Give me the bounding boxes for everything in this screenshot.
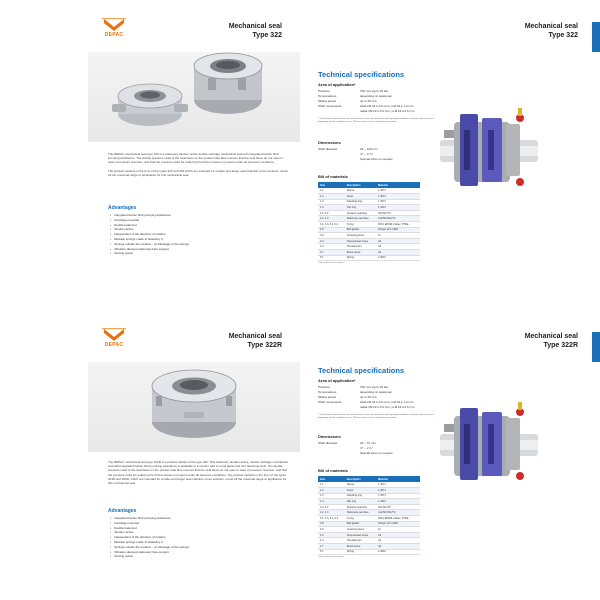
table-cell: 1.1 (318, 188, 345, 194)
mechanical-seal-322r-photo (88, 362, 300, 452)
table-cell: Cover (345, 194, 376, 200)
brochure-left-page (0, 0, 300, 270)
bill-of-materials-heading: Bill of materials (318, 174, 348, 179)
spec-row: radial ±M 22 ≤ 0.4 mm | ≥ Ø 24 ≤ 0.5 mm (360, 405, 415, 409)
table-cell: 1.5, 3.2 (318, 504, 345, 510)
spec-row: Temperatures depending on elastomer (318, 390, 393, 394)
spec-row: Shaft diameter 24 – 100 mm (318, 147, 378, 151)
list-item: • Tandem active (110, 530, 280, 535)
advantages-heading: Advantages (108, 205, 137, 211)
table-cell: 4.3 (318, 238, 345, 244)
brochure-left-page (0, 310, 300, 580)
page-title: Mechanical seal Type 322R (524, 333, 578, 349)
mechanical-seal-322-photo (88, 52, 300, 142)
spec-row: Sliding speed up to 25 m/s (318, 99, 377, 103)
list-item: • Double balanced (110, 526, 280, 531)
spec-row: Special sizes on request (360, 157, 393, 161)
table-cell: 5.1 (318, 549, 345, 555)
list-item: • Double balanced (110, 223, 280, 228)
table-cell: Centering piece (345, 527, 376, 533)
table-cell: Centering piece (345, 233, 376, 239)
table-cell: 3.1, 3.3, 3.4, 4.4 (318, 516, 345, 522)
table-cell: 4.8 (318, 521, 345, 527)
table-cell: Adjusting ring (345, 493, 376, 499)
table-cell: 4.8 (318, 227, 345, 233)
seal-cross-section-icon (434, 100, 544, 200)
table-cell: 1.1 (318, 482, 345, 488)
table-cell: Threaded pin (345, 538, 376, 544)
seal-sectional-illustration (434, 394, 544, 494)
page-title: Mechanical seal Type 322 (524, 23, 578, 39)
table-cell: Sleeve (345, 482, 376, 488)
table-cell: Al (376, 527, 420, 533)
advantages-list (110, 516, 280, 559)
list-item: • Modular springs made of Hastelloy C (110, 237, 280, 242)
spec-row: Special sizes on request (360, 451, 393, 455)
dimensions-heading: Dimensions (318, 140, 341, 145)
table-cell: 1.4571 (376, 199, 420, 205)
table-cell: O-ring (345, 516, 376, 522)
spec-footnote: * The technical specifications for the parameters given are based on ideal operating conditions and may vary from these depending on the conditions of use. Please contact us for a detailed assessment. (318, 414, 434, 419)
table-cell: Adjusting ring (345, 199, 376, 205)
depac-chevron-icon (94, 18, 134, 32)
table-cell: 5.1 (318, 255, 345, 261)
list-item: • Independent of the direction of rotation (110, 535, 280, 540)
table-cell: Bolt gasket (345, 521, 376, 527)
table-cell: 4.9 (318, 233, 345, 239)
list-item: • Integrated barrier fluid pumping assistance (110, 213, 280, 218)
table-cell: 4.9 (318, 527, 345, 533)
table-cell: Brass screw (345, 544, 376, 550)
brochure-right-page (300, 310, 600, 580)
list-item: • Tandem active (110, 227, 280, 232)
spec-row: Shaft diameter 24 – 70 mm (318, 441, 376, 445)
table-cell: A2 (376, 250, 420, 256)
list-item: • Venting option (110, 251, 280, 256)
table-cell: 4.4 (318, 244, 345, 250)
table-cell: FKM, EPDM, Kalrez, PTFE... (376, 222, 420, 228)
table-cell: O-ring (345, 222, 376, 228)
table-cell: 2.2, 2.3 (318, 510, 345, 516)
table-cell: SiC/SiC/TC (376, 210, 420, 216)
spec-footnote: * The technical specifications for the parameters given are based on ideal operating conditions and may vary from these depending on the conditions of use. Please contact us for a detailed assessment. (318, 118, 434, 123)
list-item: • Integrated barrier fluid pumping assistance (110, 516, 280, 521)
depac-chevron-icon (94, 328, 134, 342)
table-cell: 1.2 (318, 194, 345, 200)
list-item: • Venting option (110, 554, 280, 559)
depac-logo: DEPAC (94, 18, 134, 44)
list-item: • Modular springs made of Hastelloy C (110, 540, 280, 545)
spec-row: Pressure 700 mm Hg to 25 bar (318, 89, 389, 93)
table-cell: 1.4571 (376, 482, 420, 488)
depac-logo: DEPAC (94, 328, 134, 354)
advantages-list (110, 213, 280, 256)
table-cell: Brass screw (345, 250, 376, 256)
tech-spec-heading: Technical specifications (318, 366, 405, 375)
table-cell: 4.3 (318, 532, 345, 538)
table-cell: Sleeve (345, 188, 376, 194)
seal-cross-section-icon (434, 394, 544, 494)
dimensions-heading: Dimensions (318, 434, 341, 439)
seal-sectional-illustration (434, 100, 544, 200)
table-cell: Car/SiC/SiC/TC (376, 510, 420, 516)
table-cell: Dynamic seal face (345, 504, 376, 510)
area-of-application-heading: Area of application* (318, 378, 356, 383)
page-title: Mechanical seal Type 322R (228, 333, 282, 349)
tech-spec-heading: Technical specifications (318, 70, 405, 79)
spec-row: Sliding speed up to 25 m/s (318, 395, 377, 399)
spec-row: ⅝" – 2 ¾" (360, 446, 373, 450)
table-cell: Threaded pin (345, 244, 376, 250)
table-cell: Cheesehead screw (345, 238, 376, 244)
table-cell: 4.7 (318, 250, 345, 256)
table-cell: 4.7 (318, 544, 345, 550)
table-cell: Stationary seal face (345, 216, 376, 222)
page-title: Mechanical seal Type 322 (228, 23, 282, 39)
advantages-heading: Advantages (108, 508, 137, 514)
table-cell: Cheesehead screw (345, 532, 376, 538)
table-cell: 3.1, 3.3, 3.4, 4.4 (318, 222, 345, 228)
table-cell: A2 (376, 538, 420, 544)
intro-text: The DEPAC mechanical seal type 322 is a stationary tandem active double cartridge mechanical seal with integrated barrier fluid pumping assistance. The double pressure relief of the seal faces on the product side also ensures that the seal faces do not open in case of pressure reversal - and that the pressure relief for reducing the friction losses is present under all pressure conditions. The product variants in the form of the types 323 and 325 which are intended for smaller and larger seal chamber cross sections, round off the universal range of application for this mechanical seal. (108, 152, 288, 177)
table-cell: 1.4571 (376, 188, 420, 194)
spec-row: Pressure 700 mm Hg to 25 bar (318, 385, 389, 389)
table-cell: A2 (376, 238, 420, 244)
brochure-spread-type-322r (0, 300, 600, 600)
table-cell: Clip ring (345, 205, 376, 211)
table-cell: 1.4 (318, 499, 345, 505)
table-cell: 1.2 (318, 488, 345, 494)
list-item: • Cartridge-mounted (110, 218, 280, 223)
list-item: • Vibration-damped stationary face support (110, 247, 280, 252)
table-row (318, 255, 420, 261)
table-cell: 2.2, 2.3 (318, 216, 345, 222)
spec-row: Temperatures depending on elastomer (318, 94, 393, 98)
brochure-right-page (300, 0, 600, 270)
blue-tab-marker (592, 22, 600, 52)
table-cell: Cover (345, 488, 376, 494)
bom-note: Other materials on request. (318, 262, 345, 264)
bill-of-materials-table: Item Description Material 1.1 Sleeve 1.4571 1.2 Cover 1.4571 1.3 Adjusting ring 1.4571 1.4 Clip ring 1.4310 1.5, 3.2 Dynamic seal face SiC/SiC/TC 2.2, 2.3 Stationary seal face Car/SiC/SiC/TC 3.1, 3.3, 3.4, 4.4 O-ring FKM, EPDM, Kalrez, PTFE... 4.8 Bolt gasket Klinger sil C-4400 4.9 Centering piece Al 4.3 Cheesehead screw A2 4.4 Threaded pin A2 4.7 Brass screw A2 5.1 Spring 2.4610 (318, 182, 420, 261)
table-cell: Klinger sil C-4400 (376, 227, 420, 233)
list-item: • Cartridge-mounted (110, 521, 280, 526)
table-cell: A2 (376, 244, 420, 250)
spec-row: Shaft movements axial ±M 22 ≤ 0.5 mm | ≥ Ø 24 ≤ 1.0 mm (318, 400, 414, 404)
table-cell: Dynamic seal face (345, 210, 376, 216)
intro-text: The DEPAC mechanical seal type 322R is a product variant of the type 322. This stationary tandem active, double cartridge mechanical seal with integrated barrier fluid pumping assistance is available in a version with a round gland and four fastening slots. The double pressure relief of the seal faces on the product side also ensures that the seal faces do not open in case of pressure reversal - and that the pressure relief for reducing the friction losses is present under all pressure conditions. The product variants in the form of the types 323R and 325R, which are intended for smaller and larger seal chamber cross sections, round off the universal range of application for this mechanical seal. (108, 460, 288, 486)
list-item: • Springs outside the medium - no blockage of the springs (110, 545, 280, 550)
table-cell: A2 (376, 532, 420, 538)
table-cell: Clip ring (345, 499, 376, 505)
table-cell: Spring (345, 255, 376, 261)
bill-of-materials-heading: Bill of materials (318, 468, 348, 473)
table-cell: SiC/SiC/TC (376, 504, 420, 510)
blue-tab-marker (592, 332, 600, 362)
table-cell: 1.4310 (376, 205, 420, 211)
list-item: • Springs outside the medium - no blockage of the springs (110, 242, 280, 247)
table-cell: Al (376, 233, 420, 239)
table-cell: FKM, EPDM, Kalrez, PTFE... (376, 516, 420, 522)
table-cell: 1.3 (318, 493, 345, 499)
table-cell: 1.4310 (376, 499, 420, 505)
table-cell: 1.4571 (376, 194, 420, 200)
table-cell: Bolt gasket (345, 227, 376, 233)
product-photo (88, 362, 300, 452)
table-cell: Spring (345, 549, 376, 555)
table-cell: 1.4571 (376, 488, 420, 494)
table-cell: 4.4 (318, 538, 345, 544)
table-cell: Stationary seal face (345, 510, 376, 516)
table-cell: Klinger sil C-4400 (376, 521, 420, 527)
table-cell: 1.4571 (376, 493, 420, 499)
spec-row: radial ±M 22 ≤ 0.4 mm | ≥ Ø 24 ≤ 0.5 mm (360, 109, 415, 113)
spec-row: Shaft movements axial ±M 22 ≤ 0.5 mm | ≥ Ø 24 ≤ 1.0 mm (318, 104, 414, 108)
bill-of-materials-table: Item Description Material 1.1 Sleeve 1.4571 1.2 Cover 1.4571 1.3 Adjusting ring 1.4571 1.4 Clip ring 1.4310 1.5, 3.2 Dynamic seal face SiC/SiC/TC 2.2, 2.3 Stationary seal face Car/SiC/SiC/TC 3.1, 3.3, 3.4, 4.4 O-ring FKM, EPDM, Kalrez, PTFE... 4.8 Bolt gasket Klinger sil C-4400 4.9 Centering piece Al 4.3 Cheesehead screw A2 4.4 Threaded pin A2 4.7 Brass screw A2 5.1 Spring 2.4610 (318, 476, 420, 555)
table-cell: 1.4 (318, 205, 345, 211)
table-cell: 1.3 (318, 199, 345, 205)
table-cell: 2.4610 (376, 549, 420, 555)
table-cell: Car/SiC/SiC/TC (376, 216, 420, 222)
bom-note: Other materials on request. (318, 556, 345, 558)
area-of-application-heading: Area of application* (318, 82, 356, 87)
list-item: • Vibration-damped stationary face support (110, 550, 280, 555)
table-row (318, 549, 420, 555)
list-item: • Independent of the direction of rotation (110, 232, 280, 237)
table-cell: A2 (376, 544, 420, 550)
table-cell: 1.5, 3.2 (318, 210, 345, 216)
table-cell: 2.4610 (376, 255, 420, 261)
product-photo (88, 52, 300, 142)
spec-row: ⅝" – 4 ½" (360, 152, 373, 156)
